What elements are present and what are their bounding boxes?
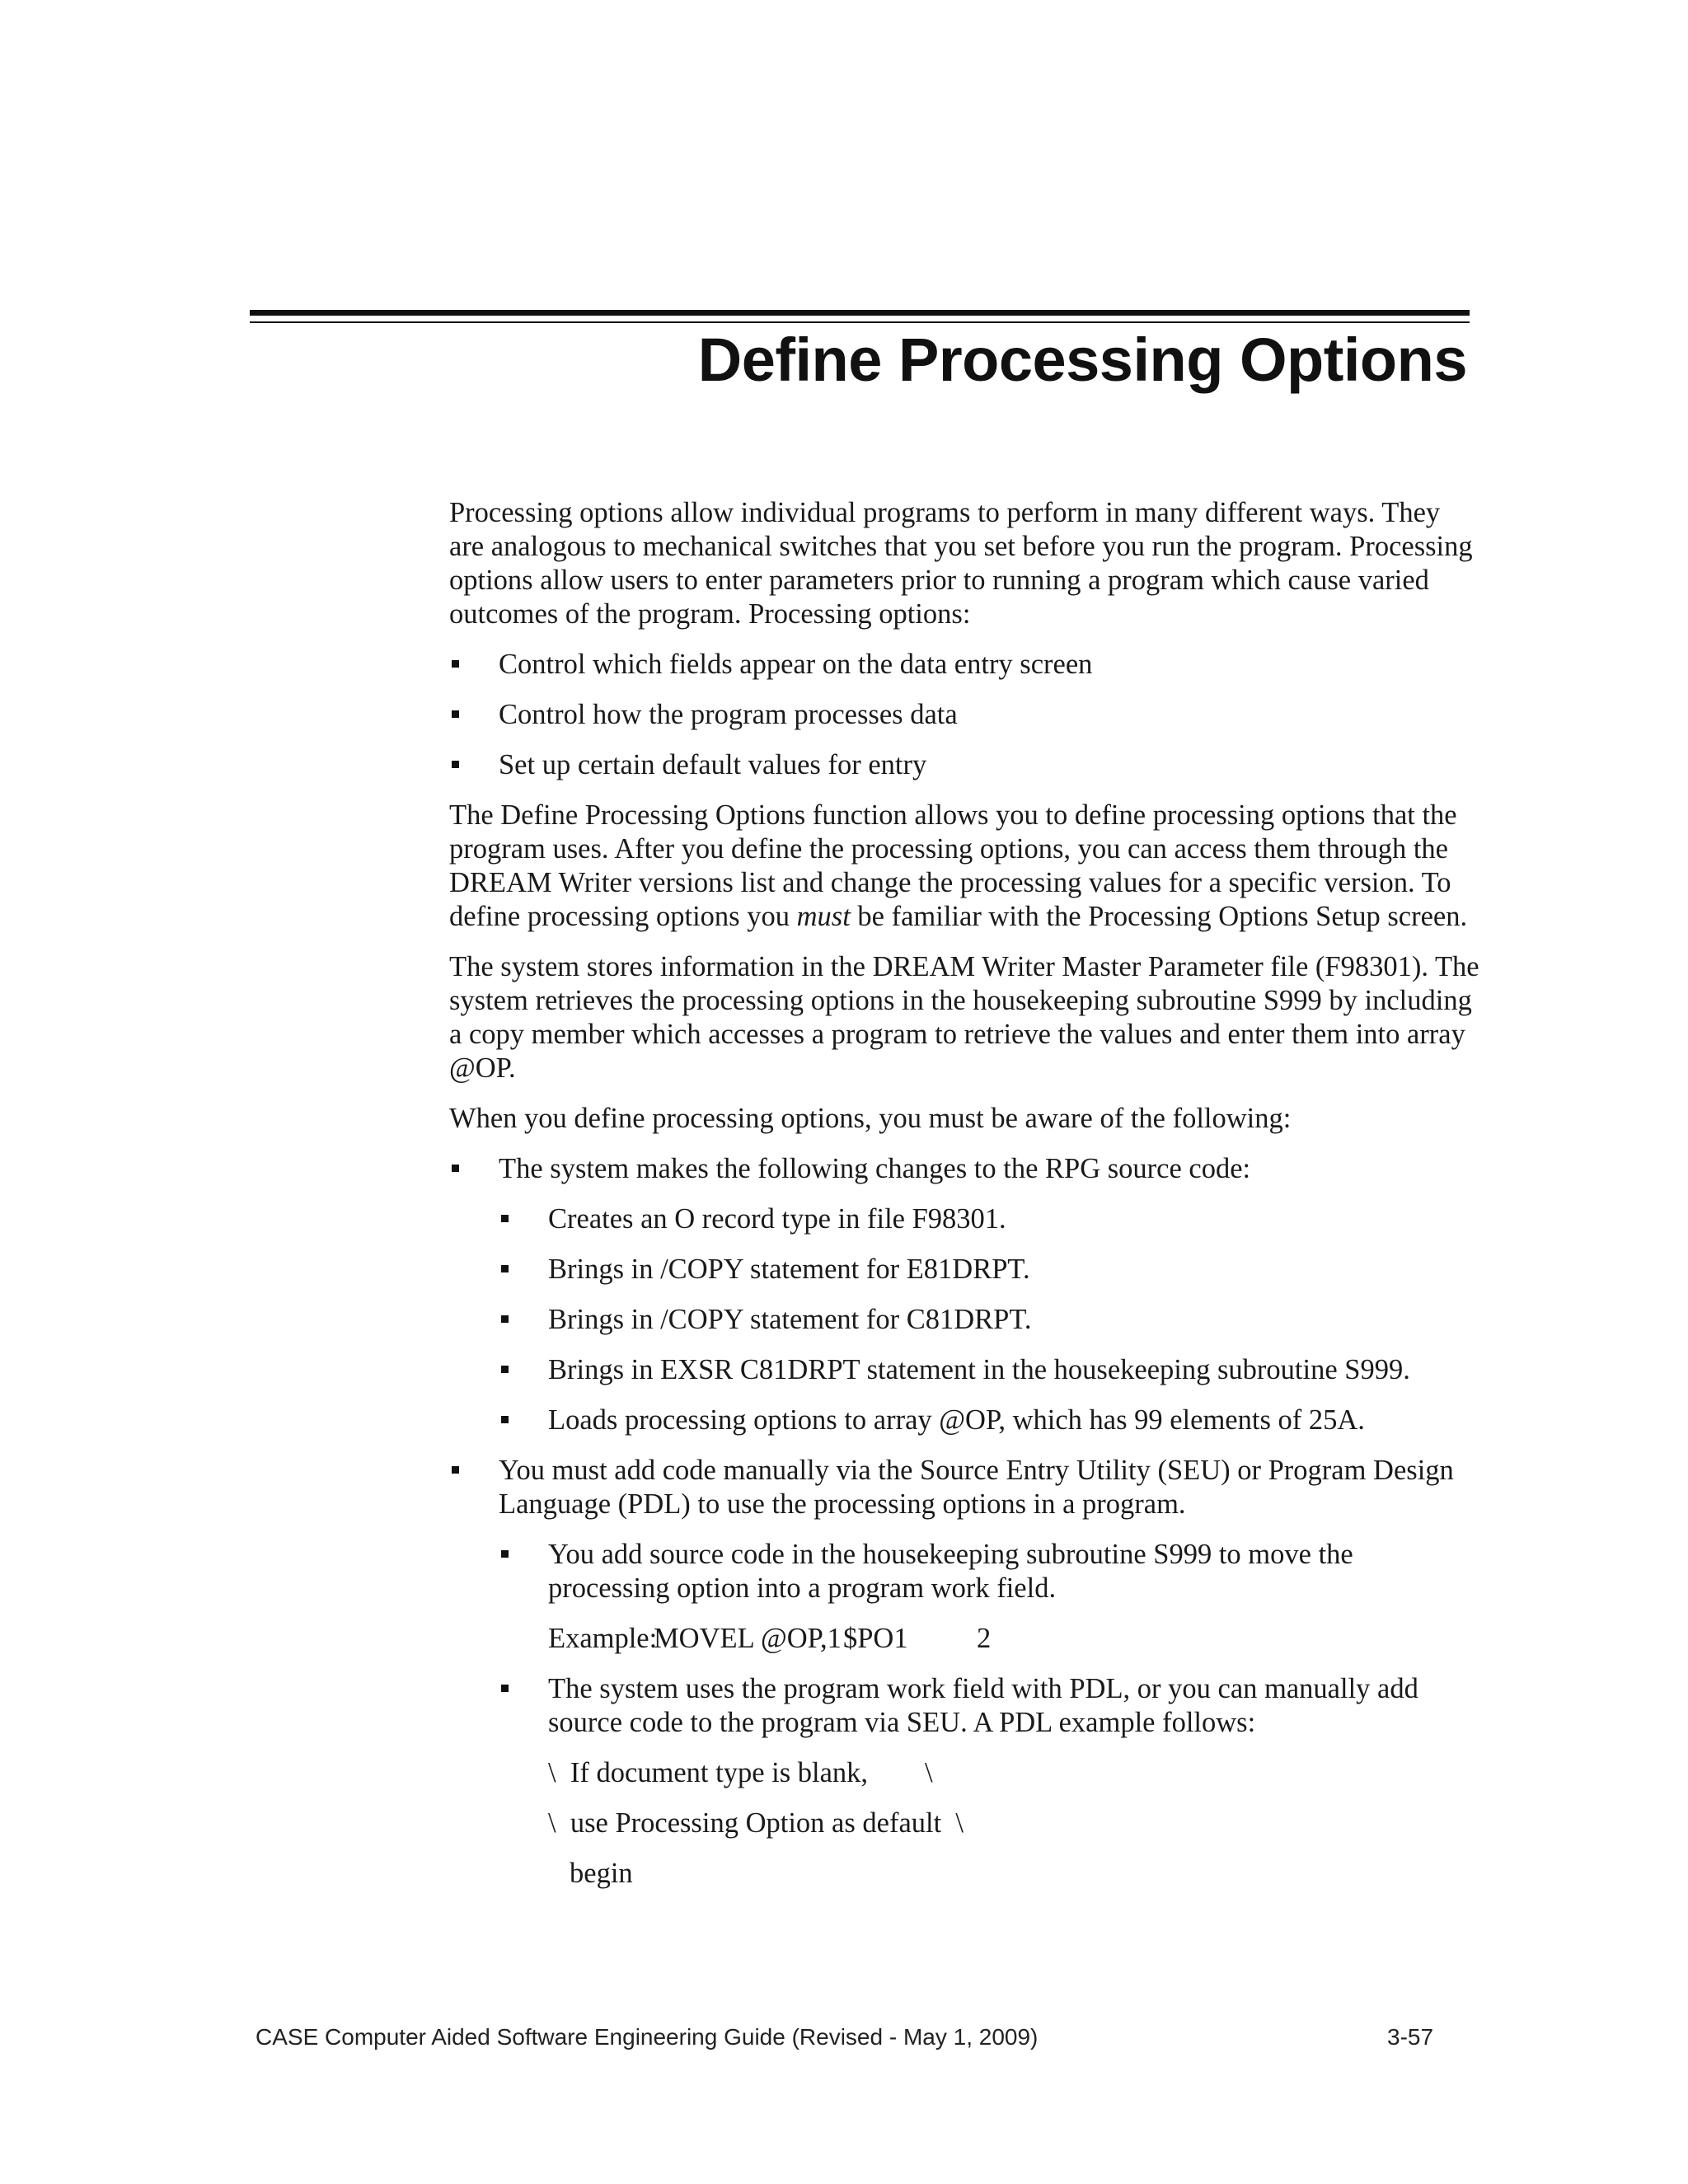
square-bullet-icon (501, 1215, 509, 1222)
square-bullet-icon (501, 1265, 509, 1272)
square-bullet-icon (452, 1466, 459, 1474)
sub-list-item-text: The system uses the program work field with PDL, or you can manually add source code to the program via SEU. A PDL example follows: (548, 1673, 1418, 1738)
square-bullet-icon (501, 1550, 509, 1558)
square-bullet-icon (452, 660, 459, 668)
pdl-example-line: \ If document type is blank, \ (548, 1757, 933, 1788)
manual-sub-list (499, 1538, 1479, 1891)
sub-list-item (499, 1353, 1479, 1387)
list-item (449, 698, 1479, 732)
define-paragraph (449, 799, 1479, 934)
list-item-text: The system makes the following changes to the RPG source code: (499, 1153, 1251, 1184)
square-bullet-icon (501, 1366, 509, 1373)
list-item-text: Control which fields appear on the data entry screen (499, 649, 1093, 680)
square-bullet-icon (452, 761, 459, 768)
pdl-example-line: begin (570, 1858, 633, 1889)
sub-list-item-text: Loads processing options to array @OP, which has 99 elements of 25A. (548, 1404, 1365, 1436)
example-line (548, 1622, 1479, 1656)
sub-list-item (499, 1404, 1479, 1437)
page-title: Define Processing Options (697, 326, 1467, 394)
aware-bullet-list (449, 1152, 1479, 1891)
intro-paragraph: Processing options allow individual programs to perform in many different ways. They are analogous to mechanical switches that you set before you run the program. Processing options allow users to enter parameters prior to running a program which cause varied outcomes of the program. Processing options: (449, 497, 1473, 630)
list-item-text: Control how the program processes data (499, 699, 958, 730)
example-label: Example: (548, 1623, 658, 1654)
emphasis-text: must (796, 901, 851, 932)
list-item-text: You must add code manually via the Source Entry Utility (SEU) or Program Design Language (PDL) to use the processing options in a program. (499, 1455, 1454, 1520)
list-item (449, 748, 1479, 782)
body-content (449, 496, 1479, 1907)
example-length: 2 (977, 1623, 992, 1654)
sub-list-item (499, 1672, 1479, 1891)
footer-page-number: 3-57 (1387, 2024, 1434, 2050)
sub-list-item (499, 1253, 1479, 1286)
sub-list-item-text: You add source code in the housekeeping subroutine S999 to move the processing option into a program work field. (548, 1539, 1353, 1604)
sub-list-item-text: Creates an O record type in file F98301. (548, 1203, 1006, 1235)
sub-list-item-text: Brings in /COPY statement for C81DRPT. (548, 1304, 1032, 1335)
define-paragraph-text: The Define Processing Options function allows you to define processing options that the program uses. After you define the processing options, you can access them through the DREAM Writer versions list and change the processing values for a specific version. To define processing options you (449, 799, 1457, 932)
sub-list-item-text: Brings in EXSR C81DRPT statement in the housekeeping subroutine S999. (548, 1354, 1410, 1385)
square-bullet-icon (501, 1416, 509, 1423)
example-statement: MOVEL @OP,1 (654, 1623, 842, 1654)
sub-list-item (499, 1202, 1479, 1236)
list-item (449, 648, 1479, 682)
list-item (449, 1152, 1479, 1437)
list-item-text: Set up certain default values for entry (499, 749, 927, 780)
aware-paragraph: When you define processing options, you must be aware of the following: (449, 1103, 1292, 1134)
changes-sub-list (499, 1202, 1479, 1437)
square-bullet-icon (501, 1315, 509, 1323)
sub-list-item (499, 1538, 1479, 1656)
title-rule-thick (250, 310, 1470, 316)
intro-bullet-list (449, 648, 1479, 782)
pdl-example-line: \ use Processing Option as default \ (548, 1807, 964, 1839)
square-bullet-icon (452, 1165, 459, 1172)
list-item (449, 1454, 1479, 1891)
define-paragraph-text-end: be familiar with the Processing Options Setup screen. (850, 901, 1468, 932)
storage-paragraph: The system stores information in the DREAM Writer Master Parameter file (F98301). The system retrieves the processing options in the housekeeping subroutine S999 by including a copy member which accesses a program to retrieve the values and enter them into array @OP. (449, 951, 1479, 1084)
square-bullet-icon (452, 710, 459, 718)
footer-guide-title: CASE Computer Aided Software Engineering Guide (Revised - May 1, 2009) (256, 2024, 1039, 2050)
sub-list-item-text: Brings in /COPY statement for E81DRPT. (548, 1254, 1030, 1285)
example-field: $PO1 (843, 1623, 908, 1654)
square-bullet-icon (501, 1685, 509, 1692)
sub-list-item (499, 1303, 1479, 1337)
